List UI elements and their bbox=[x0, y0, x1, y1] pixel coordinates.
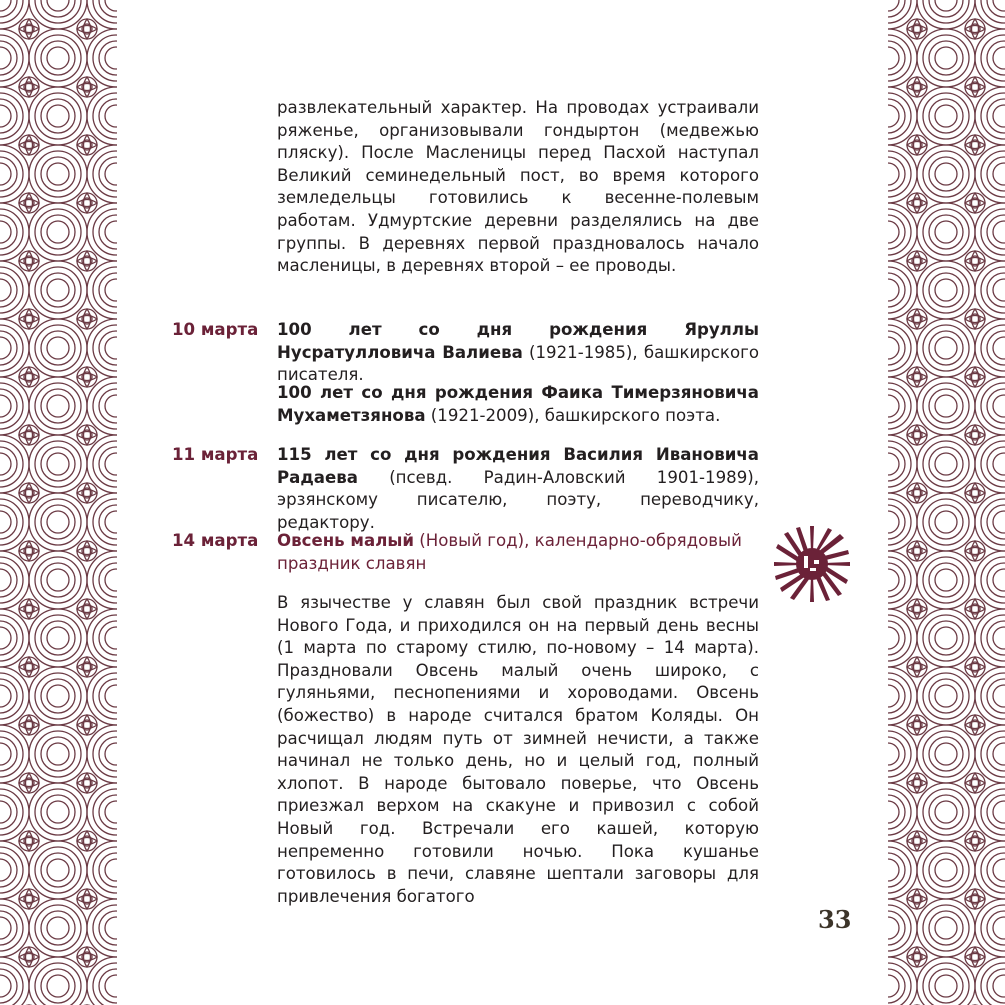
continuation-paragraph: развлекательный характер. На проводах устраивали ряженье, организовывали гондыртон (медвежью пляску). После Масленицы перед Пасхой наступал Великий семинедельный пост, во время которого земледельцы готовились к весенне-полевым работам. Удмуртские деревни разделялись на две группы. В деревнях первой праздновалось начало масленицы, в деревнях второй – ее проводы. bbox=[277, 98, 759, 276]
entry-details: (1921-1985), башкирского писателя. bbox=[277, 342, 759, 385]
floral-lattice-border-icon bbox=[0, 0, 117, 1005]
entry-title: 115 лет со дня рождения Василия Ивановича Радаева bbox=[277, 445, 759, 487]
right-ornamental-border bbox=[888, 0, 1005, 1005]
entry-details: (псевд. Радин-Аловский 1901-1989), эрзянскому писателю, поэту, переводчику, редактору. bbox=[277, 467, 759, 532]
entry-title: 100 лет со дня рождения Яруллы Нуcратулловича Валиева bbox=[277, 320, 759, 362]
page-number: 33 bbox=[818, 905, 852, 934]
entry-date: 11 марта bbox=[172, 445, 259, 464]
entry-details: (1921-2009), башкирского поэта. bbox=[425, 405, 721, 425]
floral-lattice-border-icon bbox=[888, 0, 1005, 1005]
entry-text bbox=[277, 319, 759, 387]
entry-text bbox=[277, 530, 759, 575]
entry-date: 10 марта bbox=[172, 320, 259, 339]
left-ornamental-border bbox=[0, 0, 117, 1005]
sunburst-ornament-icon bbox=[770, 522, 854, 606]
body-paragraph: В язычестве у славян был свой праздник встречи Нового Года, и приходился он на первый день весны (1 марта по старому стилю, по-новому – 14 марта). Праздновали Овсень малый очень широко, с гуляньями, песнопениями и хороводами. Овсень (божество) в народе считался братом Коляды. Он расчищал людям путь от зимней нечисти, а также начинал не только день, но и целый год, полный хлопот. В народе бытовало поверье, что Овсень приезжал верхом на скакуне и привозил с собой Новый год. Встречали его кашей, которую непременно готовили ночью. Пока кушанье готовилось в печи, славяне шептали заговоры для привлечения богатого bbox=[277, 593, 759, 906]
entry-date: 14 марта bbox=[172, 531, 259, 550]
entry-text bbox=[277, 382, 759, 427]
entry-title: 100 лет со дня рождения Фаика Тимерзяновича Мухаметзянова bbox=[277, 383, 759, 425]
entry-text bbox=[277, 444, 759, 534]
entry-title: Овсень малый bbox=[277, 531, 414, 550]
entry-details: (Новый год), календарно-обрядовый праздник славян bbox=[277, 531, 742, 573]
